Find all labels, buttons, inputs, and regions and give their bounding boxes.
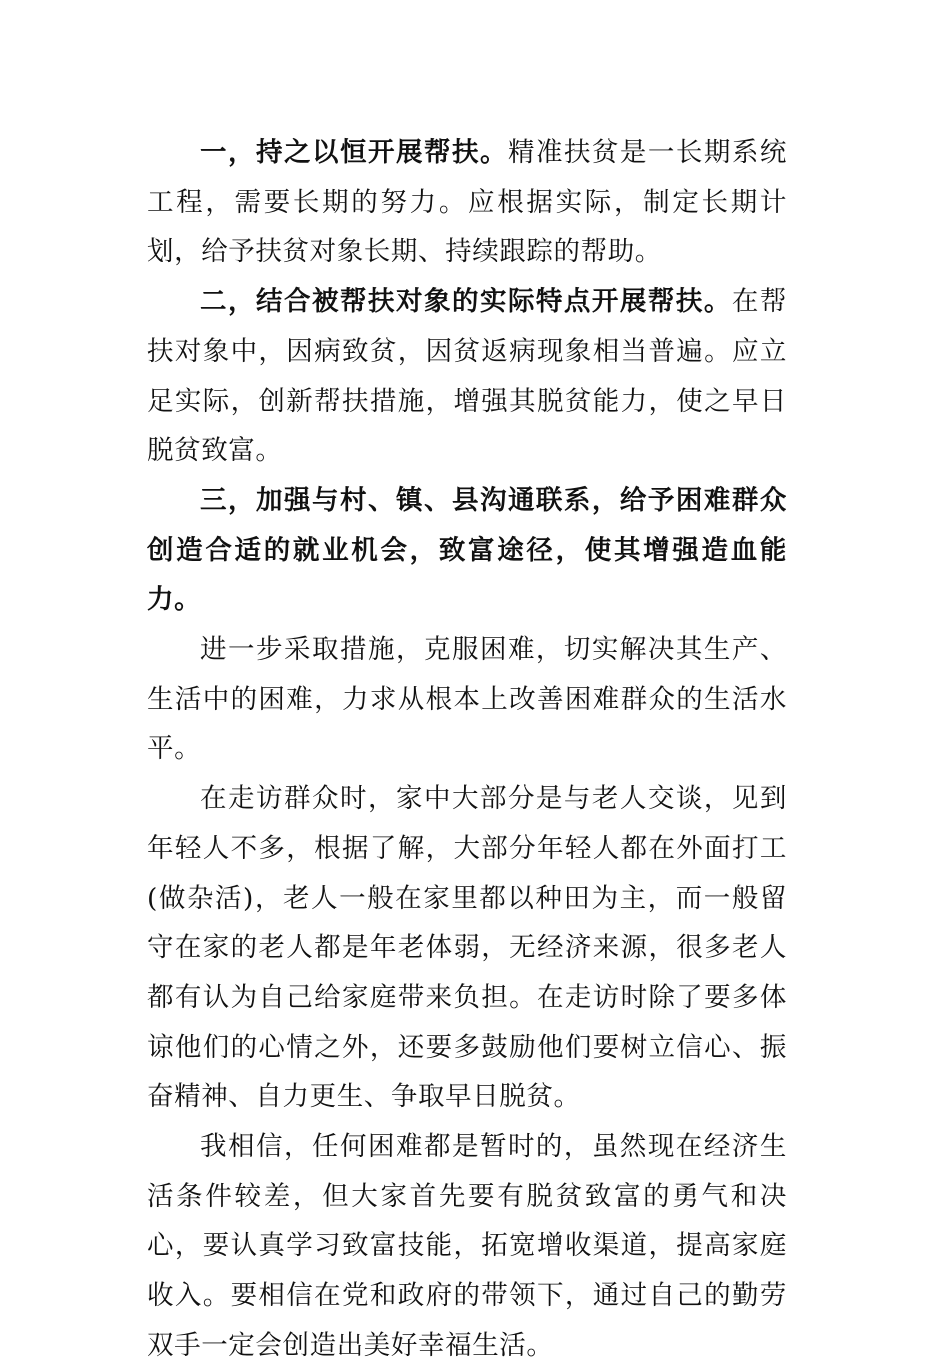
paragraph-2-body: 在帮扶对象中，因病致贫，因贫返病现象相当普遍。应立足实际，创新帮扶措施，增强其脱贫能力，使之早日脱贫致富。 [147, 286, 788, 467]
paragraph-2 [147, 277, 787, 476]
paragraph-3-heading: 三，加强与村、镇、县沟通联系，给予困难群众创造合适的就业机会，致富途径，使其增强造血能力。 [147, 484, 787, 616]
paragraph-2-heading: 二，结合被帮扶对象的实际特点开展帮扶。 [200, 286, 732, 318]
paragraph-5 [147, 774, 787, 1122]
paragraph-1-body: 精准扶贫是一长期系统工程，需要长期的努力。应根据实际，制定长期计划，给予扶贫对象长期、持续跟踪的帮助。 [147, 137, 788, 268]
paragraph-1 [147, 128, 787, 277]
paragraph-6-body: 我相信，任何困难都是暂时的，虽然现在经济生活条件较差，但大家首先要有脱贫致富的勇气和决心，要认真学习致富技能，拓宽增收渠道，提高家庭收入。要相信在党和政府的带领下，通过自己的勤劳双手一定会创造出美好幸福生活。 [147, 1131, 787, 1361]
paragraph-4 [147, 625, 787, 774]
paragraph-1-heading: 一，持之以恒开展帮扶。 [200, 137, 508, 168]
paragraph-6 [147, 1122, 787, 1371]
paragraph-3 [147, 476, 787, 625]
paragraph-5-body: 在走访群众时，家中大部分是与老人交谈，见到年轻人不多，根据了解，大部分年轻人都在外面打工(做杂活)，老人一般在家里都以种田为主，而一般留守在家的老人都是年老体弱，无经济来源，很多老人都有认为自己给家庭带来负担。在走访时除了要多体谅他们的心情之外，还要多鼓励他们要树立信心、振奋精神、自力更生、争取早日脱贫。 [147, 783, 787, 1113]
document-page [147, 128, 787, 1371]
paragraph-4-body: 进一步采取措施，克服困难，切实解决其生产、生活中的困难，力求从根本上改善困难群众的生活水平。 [147, 634, 787, 765]
